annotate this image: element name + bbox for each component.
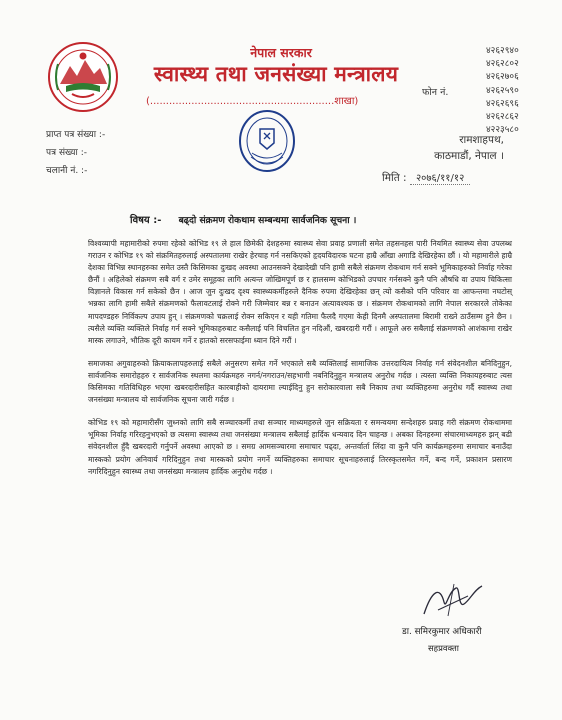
dispatch-no: चलानी नं. :-: [46, 166, 88, 176]
ministry-seal-icon: [238, 109, 296, 173]
phone-number: ४२६२५९०: [486, 85, 519, 96]
letter-date: [382, 170, 470, 185]
handwritten-signature: [418, 580, 488, 622]
phone-number: ४२२३५८०: [486, 125, 519, 136]
date-value: २०७६/११/१२: [410, 170, 470, 185]
subject-line: [130, 212, 356, 226]
subject-label: विषय :-: [130, 215, 162, 226]
body-paragraph-2: समाजका अगुवाहरुको क्रियाकलापहरुलाई सबैले अनुसरण समेत गर्ने भएकाले सबै व्यक्तिलाई सामाजिक उत्तरदायित्व निर्वाह गर्न संवेदनशील बनिदिनुहुन, सार्वजनिक समारोहहरु र सार्वजनिक स्थलमा कार्यक्रमहरु नगर्न/नगराउन/सहभागी नबनिदिनुहुन मन्त्रालय अनुरोध गर्दछ । त्यस्ता व्यक्ति निकायहरुबाट त्यस किसिमका गतिविधिहरु भएमा खबरदारीसहित कारबाहीको दायरामा ल्याईदिनु हुन सरोकारवाला सबै निकाय तथा व्यक्तिहरुमा अनुरोध गर्दै स्वास्थ्य तथा जनसंख्या मन्त्रालय यो सार्वजनिक सूचना जारी गर्दछ ।: [88, 358, 512, 405]
body-paragraph-1: विश्वव्यापी महामारीको रुपमा रहेको कोभिड १९ ले हाल छिमेकी देशहरुमा स्वास्थ्य सेवा प्रवाह प्रणाली समेत तहसनहस पारी नियमित स्वास्थ्य सेवा उपलब्ध गराउन र कोभिड १९ को संक्रमितहरुलाई अस्पतालमा राखेर हेरचाह गर्न नसकिएको हृदयविदारक घटना हाम्रै आँखा अगाडि देखिरहेका छौं । यो महामारीले हाम्रै देशका विभिन्न स्थानहरुका समेत उस्तै किसिमका दुःखद अवस्था आउनसक्ने देखादेखी पनि हामी सबैले संक्रमण रोकथाम गर्न सक्ने भूमिकाहरुको निर्वाह गरेका छैनौं । अहिलेको संक्रमण सबै वर्ग र उमेर समूहका लागि अत्यन्त जोखिमपूर्ण छ र हालसम्म कोभिडको उपचार गर्नसक्ने कुनै पनि औषधि वा उपाय चिकित्सा विज्ञानले विकास गर्न सकेको छैन । आज जुन दुःखद दृश्य स्वास्थ्यकर्मीहरुले दैनिक रुपमा देखिरहेका छन् त्यो कसैको पनि परिवार वा आफन्तमा नघटोस् भन्नका लागि हामी सबैले संक्रमणको फैलावटलाई रोक्ने गरी जिम्मेवार बन्न र बनाउन अत्यावश्यक छ । संक्रमण रोकथामको लागि नेपाल सरकारले तोकेका मापदण्डहरु निर्विकल्प उपाय हुन् । संक्रमणको चक्रलाई रोक्न सकिएन र यही गतिमा फैलदै गएमा केही दिनमै अस्पतालमा बिरामी राख्ने ठाउँसम्म हुने छैन । त्यसैले व्यक्ति व्यक्तिले निर्वाह गर्न सक्ने भूमिकाहरुबाट कसैलाई पनि विचलित हुन नदिऔं, खबरदारी गरौं । आफूले अरु सबैलाई संक्रमणको आशंकामा राखेर मास्क लगाउने, भौतिक दूरी कायम गर्ने र हातको सरसफाईमा ध्यान दिने गरौं ।: [88, 239, 512, 345]
phone-label: फोन नं.: [422, 87, 449, 98]
subject-text: बढ्दो संक्रमण रोकथाम सम्बन्धमा सार्वजनिक सूचना ।: [178, 215, 357, 226]
received-letter-no: प्राप्त पत्र संख्या :-: [46, 130, 106, 140]
address-line-1: रामशाहपथ,: [459, 134, 504, 146]
phone-number: ४२६२८६२: [486, 112, 519, 123]
address-line-2: काठमाडौं, नेपाल ।: [434, 150, 504, 162]
office-address: [434, 132, 504, 164]
branch-line: (..........................................................शाखा): [146, 96, 359, 107]
letter-ref-no: पत्र संख्या :-: [46, 148, 87, 158]
nepal-emblem-icon: [46, 40, 120, 114]
phone-list: [486, 45, 519, 137]
phone-number: ४२६२६९६: [486, 98, 519, 109]
phone-number: ४२६२९४०: [486, 46, 519, 56]
phone-number: ४२६२८०२: [486, 59, 519, 70]
signer-name: डा. समिरकुमार अधिकारी: [402, 627, 482, 637]
notice-body: [88, 238, 512, 489]
government-name: नेपाल सरकार: [250, 45, 312, 60]
body-paragraph-3: कोभिड १९ को महामारीसँग जुध्नको लागि सबै सञ्चारकर्मी तथा सञ्चार माध्यमहरुले जुन सक्रियता र समन्वयमा सन्देशहरु प्रवाह गरी संक्रमण रोकथाममा भूमिका निर्वाह गरिरहनुभएको छ त्यसमा स्वास्थ्य तथा जनसंख्या मन्त्रालय सबैलाई हार्दिक धन्यवाद दिन चाहन्छ । अबका दिनहरुमा संचारमाध्यमहरु झन् बढी संवेदनशील हुँदै खबरदारी गर्नुपर्ने अवस्था आएको छ । समग्र आमसञ्चारमा समाचार पढ्दा, अन्तर्वार्ता लिंदा वा कुनै पनि कार्यक्रमहरुमा समाचार बनाउँदा मास्कको प्रयोग अनिवार्य गरिदिनुहुन तथा मास्कको प्रयोग नगर्ने व्यक्तिहरुका समाचार सूचनाहरुलाई तिरस्कृतसमेत गर्ने, बन्द गर्ने, प्रकाशन प्रसारण नगरिदिनुहुन स्वास्थ्य तथा जनसंख्या मन्त्रालय हार्दिक अनुरोध गर्दछ ।: [88, 418, 512, 476]
phone-number: ४२६२७०६: [486, 72, 519, 83]
date-label: मिति :: [382, 172, 407, 184]
signer-title: सहप्रवक्ता: [428, 643, 459, 653]
letter-meta: [46, 126, 105, 180]
ministry-title: स्वास्थ्य तथा जनसंख्या मन्त्रालय: [153, 62, 399, 86]
